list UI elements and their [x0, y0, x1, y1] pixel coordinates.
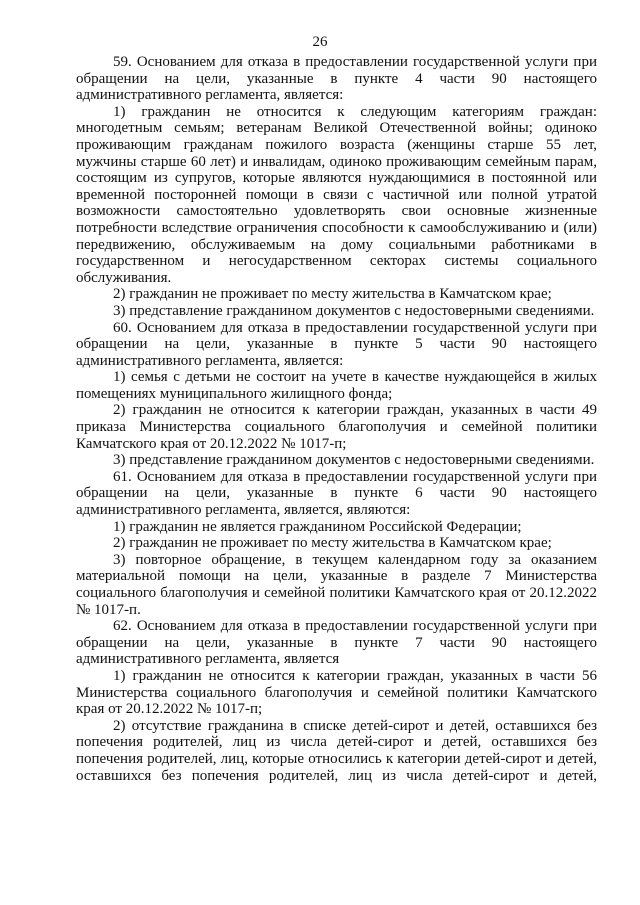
page-number: 26: [312, 34, 328, 50]
paragraph-61-item-1: 1) гражданин не является гражданином Российской Федерации;: [113, 518, 522, 535]
paragraph-60-item-1: 1) семья с детьми не состоит на учете в качестве нуждающейся в жилых помещениях муниципального жилищного фонда;: [76, 369, 597, 402]
paragraph-62-item-2: 2) отсутствие гражданина в списке детей-сирот и детей, оставшихся без попечения родителей, лиц из числа детей-сирот и детей, оставшихся без попечения родителей, лиц, которые относились к категории детей-сирот и детей, оставшихся без попечения родителей, лиц из числа детей-сирот и детей,: [76, 717, 597, 784]
paragraph-60-item-2: 2) гражданин не относится к категории граждан, указанных в части 49 приказа Министерства социального благополучия и семейной политики Камчатского края от 20.12.2022 № 1017-п;: [76, 402, 597, 452]
document-body: [76, 54, 597, 784]
paragraph-60-item-3: 3) представление гражданином документов с недостоверными сведениями.: [113, 452, 595, 469]
paragraph-61-item-2: 2) гражданин не проживает по месту жительства в Камчатском крае;: [113, 535, 552, 552]
paragraph-59: 59. Основанием для отказа в предоставлении государственной услуги при обращении на цели, указанные в пункте 4 части 90 настоящего административного регламента, является:: [76, 54, 597, 104]
paragraph-62: 62. Основанием для отказа в предоставлении государственной услуги при обращении на цели, указанные в пункте 7 части 90 настоящего административного регламента, является: [76, 618, 597, 668]
paragraph-59-item-2: 2) гражданин не проживает по месту жительства в Камчатском крае;: [113, 286, 552, 303]
paragraph-61: 61. Основанием для отказа в предоставлении государственной услуги при обращении на цели, указанные в пункте 6 части 90 настоящего административного регламента, является, являются:: [76, 468, 597, 519]
paragraph-60: 60. Основанием для отказа в предоставлении государственной услуги при обращении на цели, указанные в пункте 5 части 90 настоящего административного регламента, является:: [76, 319, 597, 369]
paragraph-62-item-1: 1) гражданин не относится к категории граждан, указанных в части 56 Министерства социального благополучия и семейной политики Камчатского края от 20.12.2022 № 1017-п;: [76, 667, 597, 718]
paragraph-59-item-3: 3) представление гражданином документов с недостоверными сведениями.: [113, 302, 595, 319]
paragraph-59-item-1: 1) гражданин не относится к следующим категориям граждан: многодетным семьям; ветеранам Великой Отечественной войны; одиноко проживающим гражданам пожилого возраста (женщины старше 55 лет, мужчины старше 60 лет) и инвалидам, одиноко проживающим семейным парам, состоящим из супругов, которые являются нуждающимися в постоянной или временной посторонней помощи в связи с частичной или полной утратой возможности самостоятельно удовлетворять свои основные жизненные потребности вследствие ограничения способности к самообслуживанию и (или) передвижению, обслуживаемым на дому социальными работниками в государственном и негосударственном секторах системы социального обслуживания.: [76, 103, 597, 286]
paragraph-61-item-3: 3) повторное обращение, в текущем календарном году за оказанием материальной помощи на цели, указанные в разделе 7 Министерства социального благополучия и семейной политики Камчатского края от 20.12.2022 № 1017-п.: [76, 551, 597, 618]
